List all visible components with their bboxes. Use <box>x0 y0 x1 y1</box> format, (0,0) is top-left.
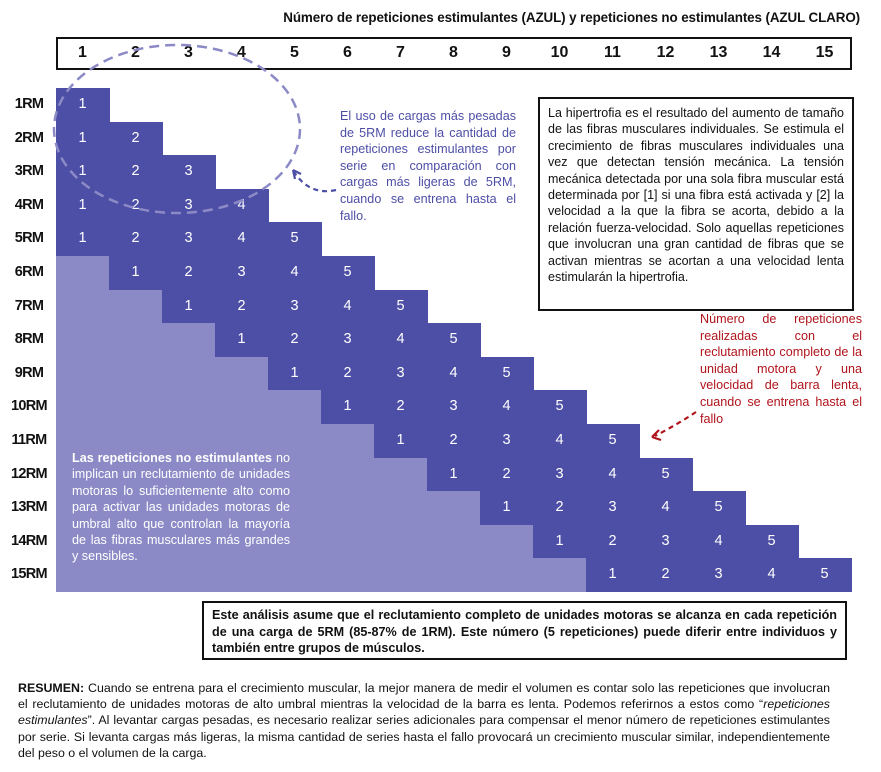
stimulating-rep-number: 5 <box>290 230 299 247</box>
row-label: 10RM <box>11 398 47 415</box>
stimulating-rep-number: 5 <box>820 566 829 583</box>
red-dashed-arrow <box>655 412 696 436</box>
stimulating-rep-number: 3 <box>449 398 458 415</box>
stimulating-rep-number: 3 <box>184 163 193 180</box>
stimulating-rep-number: 4 <box>767 566 776 583</box>
column-number: 5 <box>290 44 299 61</box>
column-number: 15 <box>815 44 834 61</box>
stimulating-rep-number: 1 <box>237 331 246 348</box>
stimulating-rep-number: 5 <box>767 532 776 549</box>
stimulating-rep-number: 5 <box>502 364 511 381</box>
row-label: 1RM <box>14 96 44 112</box>
row-label: 4RM <box>14 196 44 213</box>
stimulating-rep-number: 4 <box>714 532 723 549</box>
column-number: 11 <box>604 44 621 61</box>
page-title: Número de repeticiones estimulantes (AZUL) y repeticiones no estimulantes (AZUL CLARO) <box>283 10 860 25</box>
row-label: 9RM <box>14 364 44 381</box>
stimulating-rep-number: 5 <box>555 398 564 415</box>
summary-part1: Cuando se entrena para el crecimiento muscular, la mejor manera de medir el volumen es contar solo las repeticiones que involucran el reclutamiento de unidades motoras de alto umbral mientras la velocidad de la barra es lenta. Podemos referirnos a estos como “ <box>18 681 830 712</box>
stimulating-rep-number: 1 <box>396 432 405 448</box>
stimulating-rep-number: 5 <box>714 499 723 516</box>
stimulating-rep-number: 4 <box>237 196 246 213</box>
stimulating-rep-number: 2 <box>131 163 140 180</box>
stimulating-rep-number: 2 <box>131 129 140 146</box>
column-number: 13 <box>709 44 728 61</box>
column-number: 4 <box>237 44 246 61</box>
summary-emphasis: repeticiones estimulantes <box>18 697 830 728</box>
stimulating-rep-number: 3 <box>608 499 617 516</box>
analysis-text: Este análisis asume que el reclutamiento completo de unidades motoras se alcanza en cada repetición de una carga de 5RM (85-87% de 1RM). Este número (5 repeticiones) puede diferir entre individuos y también entre grupos de músculos. <box>212 608 837 656</box>
column-number: 1 <box>78 44 87 61</box>
stimulating-rep-number: 2 <box>449 432 458 448</box>
stimulating-rep-number: 3 <box>184 230 193 247</box>
stimulating-rep-number: 4 <box>237 230 246 247</box>
column-number: 12 <box>656 44 675 61</box>
column-number: 8 <box>449 44 458 61</box>
stimulating-rep-number: 3 <box>502 432 511 448</box>
stimulating-rep-number: 2 <box>131 196 140 213</box>
stimulating-rep-number: 5 <box>396 297 405 314</box>
stimulating-rep-number: 5 <box>449 331 458 348</box>
stimulating-rep-number: 5 <box>661 465 670 482</box>
row-label: 15RM <box>11 566 47 583</box>
row-label: 12RM <box>11 465 47 482</box>
stimulating-rep-number: 3 <box>343 331 352 348</box>
stimulating-rep-number: 2 <box>131 230 140 247</box>
column-number: 10 <box>550 44 569 61</box>
stimulating-rep-number: 1 <box>343 398 352 415</box>
stimulating-rep-number: 3 <box>396 364 405 381</box>
stimulating-rep-number: 2 <box>237 297 246 314</box>
row-label: 7RM <box>14 297 44 314</box>
stimulating-rep-number: 4 <box>290 264 299 280</box>
row-label: 14RM <box>11 532 47 549</box>
stimulating-rep-number: 1 <box>78 96 87 112</box>
hypertrophy-text: La hipertrofia es el resultado del aumento de tamaño de las fibras musculares individuales. Se estimula el crecimiento de fibras musculares individuales una vez que detectan tensión mecánica. La tensión mecánica detectada por una sola fibra muscular está determinada por [1] si una fibra está activada y [2] la velocidad a la que la fibra se acorta, debido a la relación fuerza-velocidad. Solo aquellas repeticiones que involucran una gran cantidad de fibras que se activan mientras se acortan a una velocidad lenta estimularán la hipertrofia. <box>548 106 844 285</box>
stimulating-rep-number: 2 <box>290 331 299 348</box>
stimulating-rep-number: 1 <box>78 129 87 146</box>
stimulating-rep-number: 4 <box>396 331 405 348</box>
note-heavy-loads: El uso de cargas más pesadas de 5RM reduce la cantidad de repeticiones estimulantes por serie en comparación con cargas más ligeras de 5RM, cuando se entrena hasta el fallo. <box>340 109 516 223</box>
stimulating-rep-number: 1 <box>608 566 617 583</box>
stimulating-rep-number: 1 <box>78 196 87 213</box>
row-label: 8RM <box>14 331 44 348</box>
note-full-recruitment: Número de repeticiones realizadas con el reclutamiento completo de la unidad motora y una velocidad de barra lenta, cuando se entrena hasta el fallo <box>700 312 862 426</box>
note-non-stimulating-lead: Las repeticiones no estimulantes <box>72 451 273 465</box>
stimulating-rep-number: 3 <box>661 532 670 549</box>
stimulating-rep-number: 2 <box>184 264 193 280</box>
stimulating-rep-number: 4 <box>449 364 458 381</box>
stimulating-rep-number: 4 <box>343 297 352 314</box>
column-number: 7 <box>396 44 405 61</box>
stimulating-rep-number: 3 <box>290 297 299 314</box>
stimulating-rep-number: 4 <box>555 432 564 448</box>
stimulating-rep-number: 1 <box>184 297 193 314</box>
column-number: 3 <box>184 44 193 61</box>
stimulating-rep-number: 1 <box>78 163 87 180</box>
stimulating-rep-number: 1 <box>131 264 140 280</box>
summary-part2: ”. Al levantar cargas pesadas, es necesario realizar series adicionales para compensar el menor número de repeticiones estimulantes por serie. Si levanta cargas más ligeras, la misma cantidad de series hasta el fallo provocará un crecimiento muscular similar, independientemente del peso o el volumen de la carga. <box>18 713 830 760</box>
stimulating-rep-number: 1 <box>555 532 564 549</box>
stimulating-rep-number: 3 <box>184 196 193 213</box>
stimulating-rep-number: 1 <box>449 465 458 482</box>
column-number: 9 <box>502 44 511 61</box>
stimulating-rep-number: 1 <box>290 364 299 381</box>
stimulating-rep-number: 2 <box>661 566 670 583</box>
stimulating-rep-number: 1 <box>502 499 511 516</box>
stimulating-rep-number: 2 <box>343 364 352 381</box>
stimulating-rep-number: 2 <box>502 465 511 482</box>
row-label: 5RM <box>14 230 44 247</box>
note-non-stimulating-body: no implican un reclutamiento de unidades motoras lo suficientemente alto como para activar las unidades motoras de umbral alto que controlan la mayoría de las fibras musculares más grandes y sensibles. <box>72 451 290 564</box>
column-number: 2 <box>131 44 140 61</box>
stimulating-rep-number: 4 <box>661 499 670 516</box>
row-label: 6RM <box>14 264 44 280</box>
row-label: 11RM <box>11 432 47 448</box>
row-label: 13RM <box>11 499 47 516</box>
dashed-ellipse <box>54 45 300 213</box>
row-label: 2RM <box>14 129 44 146</box>
stimulating-rep-number: 3 <box>714 566 723 583</box>
summary-lead: RESUMEN: <box>18 681 85 695</box>
stimulating-rep-number: 5 <box>343 264 352 280</box>
stimulating-rep-number: 2 <box>396 398 405 415</box>
stimulating-rep-number: 4 <box>608 465 617 482</box>
column-number: 6 <box>343 44 352 61</box>
row-label: 3RM <box>14 163 44 180</box>
stimulating-rep-number: 2 <box>555 499 564 516</box>
stimulating-rep-number: 4 <box>502 398 511 415</box>
stimulating-rep-number: 1 <box>78 230 87 247</box>
stimulating-rep-number: 3 <box>555 465 564 482</box>
column-number: 14 <box>762 44 781 61</box>
stimulating-rep-number: 2 <box>608 532 617 549</box>
stimulating-rep-number: 3 <box>237 264 246 280</box>
blue-dashed-arrow <box>294 172 336 191</box>
stimulating-rep-number: 5 <box>608 432 617 448</box>
